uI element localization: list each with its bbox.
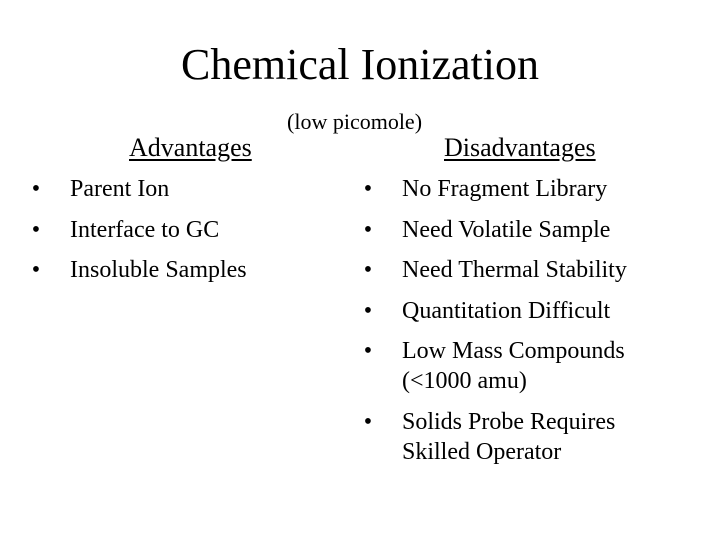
disadvantage-text: No Fragment Library — [402, 176, 608, 202]
slide-title: Chemical Ionization — [181, 40, 539, 89]
disadvantage-text: Need Volatile Sample — [402, 216, 611, 243]
advantage-text: Insoluble Samples — [70, 257, 247, 283]
bullet-icon: • — [31, 176, 41, 202]
disadvantage-text: Solids Probe Requires — [402, 408, 616, 435]
bullet-icon: • — [363, 297, 373, 324]
disadvantage-text: Need Thermal Stability — [402, 257, 627, 283]
list-item — [358, 255, 708, 285]
disadvantages-heading: Disadvantages — [444, 133, 596, 162]
list-item — [358, 407, 708, 467]
list-item — [358, 336, 708, 396]
advantage-text: Parent Ion — [70, 176, 170, 202]
advantage-text: Interface to GC — [70, 216, 220, 243]
disadvantage-text: Quantitation Difficult — [402, 297, 611, 324]
list-item — [26, 255, 296, 285]
list-item — [358, 215, 708, 245]
list-item — [26, 174, 296, 204]
list-item — [358, 296, 708, 326]
disadvantage-text: Low Mass Compounds — [402, 338, 625, 364]
advantages-heading: Advantages — [129, 133, 252, 162]
disadvantage-text-continued: (<1000 amu) — [402, 368, 527, 394]
list-item — [26, 215, 296, 245]
bullet-icon: • — [31, 257, 41, 283]
bullet-icon: • — [363, 408, 373, 435]
advantages-list — [26, 174, 296, 296]
list-item — [358, 174, 708, 204]
bullet-icon: • — [31, 216, 41, 243]
bullet-icon: • — [363, 257, 373, 283]
bullet-icon: • — [363, 216, 373, 243]
disadvantage-text-continued: Skilled Operator — [402, 438, 562, 465]
slide-subtitle: (low picomole) — [287, 109, 423, 134]
bullet-icon: • — [363, 338, 373, 364]
disadvantages-list — [358, 174, 708, 477]
bullet-icon: • — [363, 176, 373, 202]
